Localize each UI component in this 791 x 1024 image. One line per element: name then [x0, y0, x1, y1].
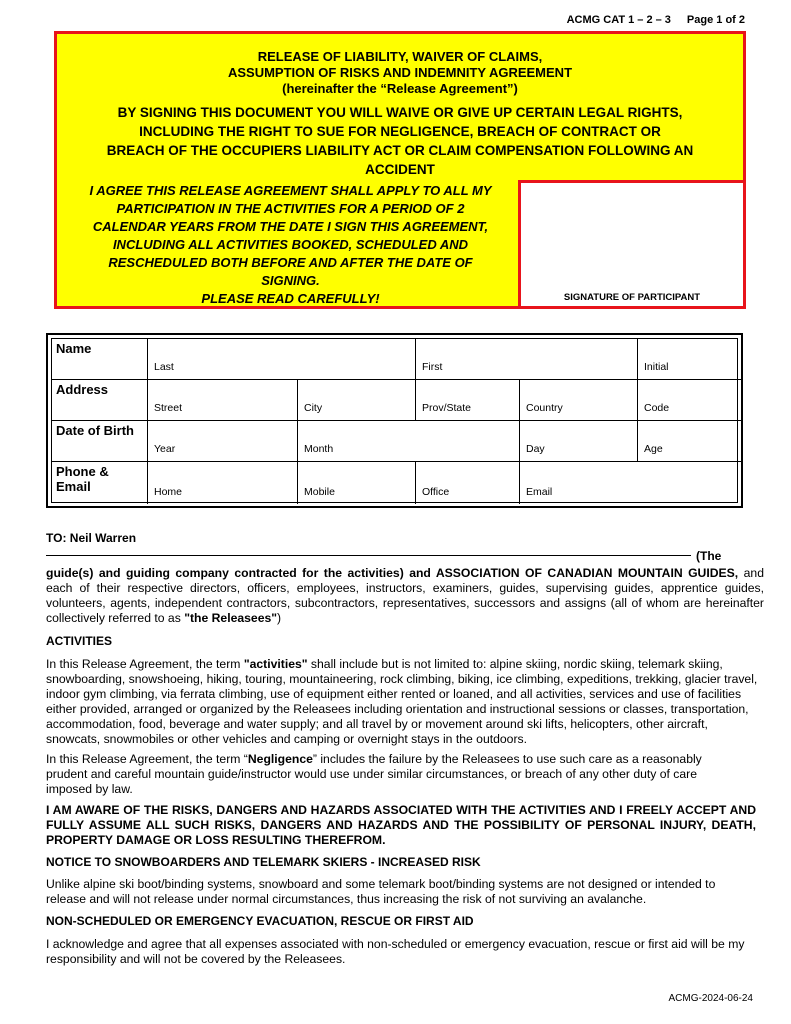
agreement-title [57, 49, 743, 97]
postal-code-field[interactable] [638, 380, 741, 421]
notice-paragraph: Unlike alpine ski boot/binding systems, snowboard and some telemark boot/binding systems are not designed or intended to release and will not release under normal circumstances, thus increasing the risk of not surviving an avalanche. [46, 877, 716, 906]
name-label: Name [52, 339, 148, 380]
evacuation-paragraph: I acknowledge and agree that all expenses associated with non-scheduled or emergency evacuation, rescue or first aid will be my responsibility and will not be covered by the Releasees. [46, 937, 745, 966]
activities-heading: ACTIVITIES [46, 634, 113, 648]
form-category: ACMG CAT 1 – 2 – 3 [566, 14, 671, 26]
participant-info-form [46, 333, 743, 508]
document-version: ACMG-2024-06-24 [668, 993, 753, 1004]
agree-line: PLEASE READ CAREFULLY! [201, 291, 380, 306]
last-name-field[interactable] [148, 339, 416, 380]
country-caption: Country [526, 402, 563, 414]
page-number: Page 1 of 2 [686, 14, 745, 26]
email-caption: Email [526, 486, 553, 498]
warning-line: INCLUDING THE RIGHT TO SUE FOR NEGLIGENCE, BREACH OF CONTRACT OR [139, 124, 661, 139]
last-name-caption: Last [154, 361, 174, 373]
phone-email-label [52, 462, 148, 504]
month-caption: Month [304, 443, 334, 455]
street-field[interactable] [148, 380, 298, 421]
phone-label-line: Phone & [56, 464, 109, 479]
addressee: TO: Neil Warren [46, 531, 137, 545]
agree-line: PARTICIPATION IN THE ACTIVITIES FOR A PERIOD OF 2 [116, 201, 465, 216]
negligence-text: ” includes the failure by the Releasees to use such care as a reasonably prudent and careful mountain guide/instructor would use under similar circumstances, or breach of any other duty of care imposed by law. [46, 752, 702, 796]
releasees-bold: guide(s) and guiding company contracted for the activities) and ASSOCIATION OF CANADIAN MOUNTAIN GUIDES, [46, 566, 739, 580]
negligence-term: Negligence [247, 752, 313, 766]
legal-warning [57, 103, 743, 179]
first-name-caption: First [422, 361, 443, 373]
mobile-phone-field[interactable] [298, 462, 416, 504]
prov-state-field[interactable] [416, 380, 520, 421]
day-caption: Day [526, 443, 545, 455]
releasees-paragraph [46, 566, 764, 626]
agree-line: INCLUDING ALL ACTIVITIES BOOKED, SCHEDULED AND [112, 237, 469, 252]
code-caption: Code [644, 402, 670, 414]
birth-year-field[interactable] [148, 421, 298, 462]
initial-field[interactable] [638, 339, 741, 380]
activities-text: shall include but is not limited to: alpine skiing, nordic skiing, telemark skiing, snowboarding, snowshoeing, hiking, touring, mountaineering, rock climbing, biking, ice climbing, expeditions, trekking, glacier travel, indoor gym climbing, via ferrata climbing, use of equipment either rented or loaned, and all activities, services and use of facilities either provided, arranged or organized by the Releasees including orientation and instructional sessions or classes, transportation, accommodation, food, beverage and water supply; and all travel by or movement around ski lifts, helicopters, other aircraft, snowcats, snowmobiles or other vehicles and camping or overnight stays in the outdoors. [46, 657, 758, 746]
title-line: ASSUMPTION OF RISKS AND INDEMNITY AGREEMENT [227, 65, 573, 80]
home-caption: Home [154, 486, 183, 498]
activities-paragraph [46, 657, 758, 747]
title-line: (hereinafter the “Release Agreement”) [282, 81, 518, 96]
guide-name-line[interactable] [46, 555, 691, 556]
title-line: RELEASE OF LIABILITY, WAIVER OF CLAIMS, [257, 49, 543, 64]
dob-label: Date of Birth [52, 421, 148, 462]
activities-term: "activities" [243, 657, 308, 671]
notice-heading: NOTICE TO SNOWBOARDERS AND TELEMARK SKIERS - INCREASED RISK [46, 855, 481, 869]
initial-caption: Initial [644, 361, 669, 373]
warning-line: BY SIGNING THIS DOCUMENT YOU WILL WAIVE OR GIVE UP CERTAIN LEGAL RIGHTS, [117, 105, 683, 120]
agree-line: RESCHEDULED BOTH BEFORE AND AFTER THE DATE OF [108, 255, 473, 270]
year-caption: Year [154, 443, 176, 455]
releasees-text: and each of their respective directors, officers, employees, instructors, examiners, guides, supervising guides, apprentice guides, volunteers, agents, independent contractors, subcontractors, representatives, successors and assigns (all of whom are hereinafter collectively referred to as [46, 566, 764, 625]
birth-month-field[interactable] [298, 421, 520, 462]
activities-intro: In this Release Agreement, the term [46, 657, 244, 671]
warning-line: BREACH OF THE OCCUPIERS LIABILITY ACT OR CLAIM COMPENSATION FOLLOWING AN [106, 143, 694, 158]
birth-day-field[interactable] [520, 421, 638, 462]
street-caption: Street [154, 402, 183, 414]
agree-line: CALENDAR YEARS FROM THE DATE I SIGN THIS AGREEMENT, [92, 219, 489, 234]
agree-line: I AGREE THIS RELEASE AGREEMENT SHALL APPLY TO ALL MY [89, 183, 492, 198]
city-caption: City [304, 402, 323, 414]
negligence-paragraph [46, 752, 726, 797]
email-label-line: Email [56, 479, 91, 494]
mobile-caption: Mobile [304, 486, 335, 498]
warning-line: ACCIDENT [365, 162, 435, 177]
releasees-end: ) [277, 611, 282, 625]
email-field[interactable] [520, 462, 741, 504]
evacuation-heading: NON-SCHEDULED OR EMERGENCY EVACUATION, RESCUE OR FIRST AID [46, 914, 474, 928]
country-field[interactable] [520, 380, 638, 421]
page-header [567, 14, 745, 26]
first-name-field[interactable] [416, 339, 638, 380]
office-caption: Office [422, 486, 450, 498]
risk-acceptance: I AM AWARE OF THE RISKS, DANGERS AND HAZARDS ASSOCIATED WITH THE ACTIVITIES AND I FREELY ACCEPT AND FULLY ASSUME ALL SUCH RISKS, DANGERS AND HAZARDS AND THE POSSIBILITY OF PERSONAL INJURY, DEATH, PROPERTY DAMAGE OR LOSS RESULTING THEREFROM. [46, 803, 756, 847]
negligence-intro: In this Release Agreement, the term “ [46, 752, 248, 766]
city-field[interactable] [298, 380, 416, 421]
signature-label: SIGNATURE OF PARTICIPANT [563, 292, 701, 303]
form-grid [51, 338, 738, 503]
address-label: Address [52, 380, 148, 421]
office-phone-field[interactable] [416, 462, 520, 504]
the-label: (The [696, 549, 722, 563]
agree-line: SIGNING. [261, 273, 320, 288]
age-caption: Age [644, 443, 663, 455]
release-banner [54, 31, 746, 309]
prov-state-caption: Prov/State [422, 402, 472, 414]
releasees-term: "the Releasees" [184, 611, 278, 625]
age-field[interactable] [638, 421, 741, 462]
signature-box[interactable] [518, 180, 746, 309]
agreement-period-notice [63, 182, 518, 308]
home-phone-field[interactable] [148, 462, 298, 504]
